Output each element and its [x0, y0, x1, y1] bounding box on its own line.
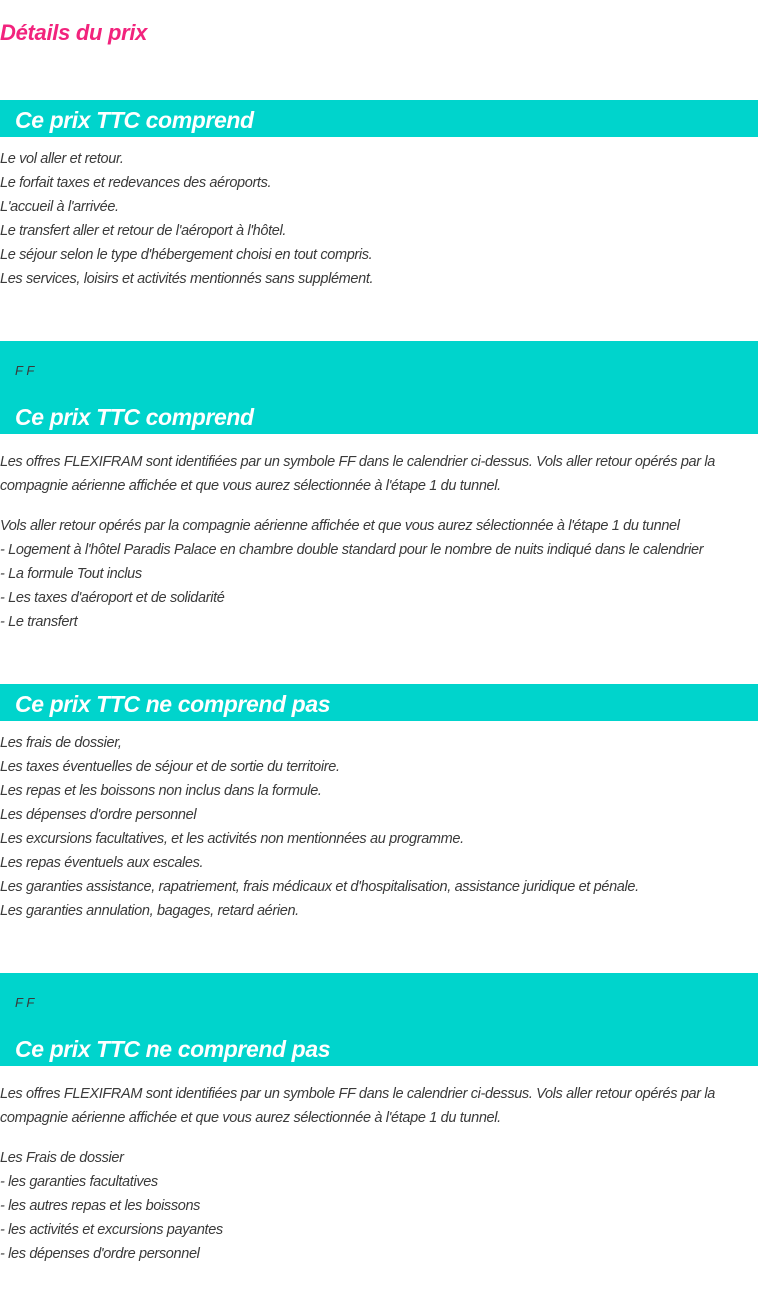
list-item: L'accueil à l'arrivée.	[0, 199, 119, 215]
ff-symbol: F F	[15, 995, 35, 1010]
section-title: Ce prix TTC ne comprend pas	[15, 1036, 331, 1062]
section-header-included	[0, 100, 758, 137]
list-item: - Le transfert	[0, 614, 78, 630]
list-item: - Les taxes d'aéroport et de solidarité	[0, 590, 225, 606]
list-item: Le transfert aller et retour de l'aéroport à l'hôtel.	[0, 223, 287, 239]
section-title: Ce prix TTC comprend	[15, 107, 254, 133]
list-item: - Logement à l'hôtel Paradis Palace en chambre double standard pour le nombre de nuits indiqué dans le calendrier	[0, 542, 704, 558]
list-item: Les repas et les boissons non inclus dans la formule.	[0, 783, 322, 799]
list-item: Les dépenses d'ordre personnel	[0, 807, 197, 823]
list-item: Les repas éventuels aux escales.	[0, 855, 204, 871]
section-title: Ce prix TTC ne comprend pas	[15, 691, 331, 717]
page-title: Détails du prix	[0, 20, 148, 45]
ff-intro-text: Les offres FLEXIFRAM sont identifiées par un symbole FF dans le calendrier ci-dessus. Vols aller retour opérés par la compagnie aérienne affichée et que vous aurez sélectionnée à l'étape 1 du tunnel.	[0, 1086, 716, 1126]
ff-not-included-list	[0, 1146, 758, 1266]
section-title: Ce prix TTC comprend	[15, 404, 254, 430]
list-item: Vols aller retour opérés par la compagnie aérienne affichée et que vous aurez sélectionnée à l'étape 1 du tunnel	[0, 518, 680, 534]
section-header-not-included	[0, 684, 758, 721]
not-included-list	[0, 731, 758, 923]
list-item: - les dépenses d'ordre personnel	[0, 1246, 200, 1262]
list-item: Le séjour selon le type d'hébergement choisi en tout compris.	[0, 247, 373, 263]
section-header-ff-included	[0, 341, 758, 434]
list-item: Les Frais de dossier	[0, 1150, 124, 1166]
list-item: - les autres repas et les boissons	[0, 1198, 201, 1214]
list-item: Les services, loisirs et activités mentionnés sans supplément.	[0, 271, 374, 287]
list-item: Les taxes éventuelles de séjour et de sortie du territoire.	[0, 759, 340, 775]
list-item: - les garanties facultatives	[0, 1174, 158, 1190]
included-list	[0, 147, 758, 291]
list-item: Les garanties assistance, rapatriement, frais médicaux et d'hospitalisation, assistance juridique et pénale.	[0, 879, 639, 895]
ff-symbol: F F	[15, 363, 35, 378]
list-item: Les excursions facultatives, et les activités non mentionnées au programme.	[0, 831, 464, 847]
section-header-ff-not-included	[0, 973, 758, 1066]
list-item: Le forfait taxes et redevances des aéroports.	[0, 175, 272, 191]
list-item: Le vol aller et retour.	[0, 151, 124, 167]
ff-included-list	[0, 514, 758, 634]
list-item: Les frais de dossier,	[0, 735, 122, 751]
list-item: - La formule Tout inclus	[0, 566, 142, 582]
ff-intro-text: Les offres FLEXIFRAM sont identifiées par un symbole FF dans le calendrier ci-dessus. Vols aller retour opérés par la compagnie aérienne affichée et que vous aurez sélectionnée à l'étape 1 du tunnel.	[0, 454, 716, 494]
list-item: Les garanties annulation, bagages, retard aérien.	[0, 903, 299, 919]
list-item: - les activités et excursions payantes	[0, 1222, 223, 1238]
